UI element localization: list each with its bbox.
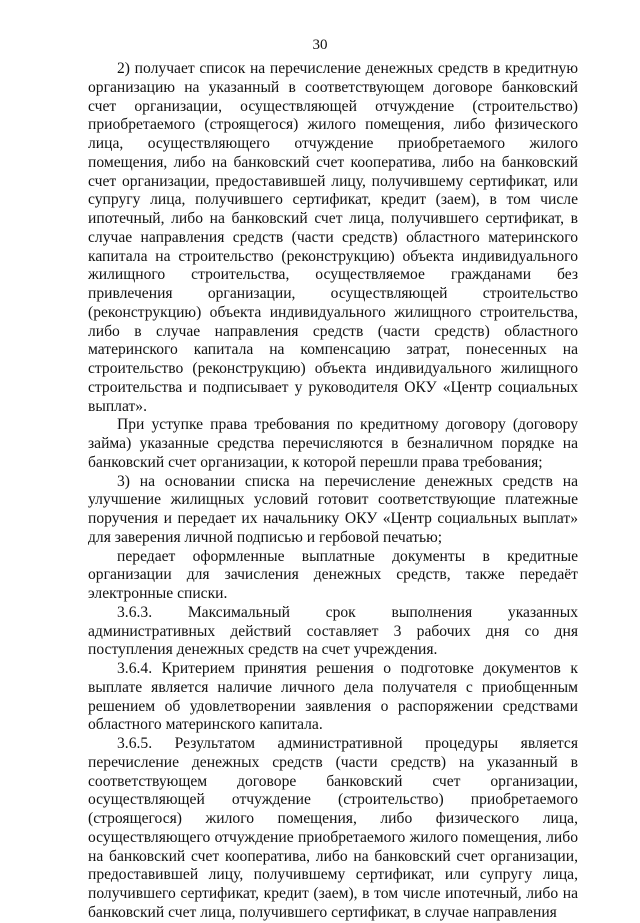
- document-body: [88, 60, 578, 923]
- paragraph-receive-list: 2) получает список на перечисление денежных средств в кредитную организацию на указанный в соответствующем договоре банковский счет организации, осуществляющей отчуждение (строительство) приобретаемого (строящегося) жилого помещения, либо физического лица, осуществляющего отчуждение приобретаемого жилого помещения, либо на банковский счет кооператива, либо на банковский счет организации, предоставившей лицу, получившему сертификат, или супругу лица, получившего сертификат, кредит (заем), в том числе ипотечный, либо на банковский счет лица, получившего сертификат, в случае направления средств (части средств) областного материнского капитала на строительство (реконструкцию) объекта индивидуального жилищного строительства, осуществляемое гражданами без привлечения организации, осуществляющей строительство (реконструкцию) объекта индивидуального жилищного строительства, либо в случае направления средств (части средств) областного материнского капитала на компенсацию затрат, понесенных на строительство (реконструкцию) объекта индивидуального жилищного строительства и подписывает у руководителя ОКУ «Центр социальных выплат».: [88, 60, 578, 415]
- paragraph-3-6-3: 3.6.3. Максимальный срок выполнения указанных административных действий составляет 3 рабочих дня со дня поступления денежных средств на счет учреждения.: [88, 603, 578, 659]
- paragraph-3-6-5: 3.6.5. Результатом административной процедуры является перечисление денежных средств (части средств) на указанный в соответствующем договоре банковский счет организации, осуществляющей отчуждение (строительство) приобретаемого (строящегося) жилого помещения, либо физического лица, осуществляющего отчуждение приобретаемого жилого помещения, либо на банковский счет кооператива, либо на банковский счет организации, предоставившей лицу, получившему сертификат, или супругу лица, получившего сертификат, кредит (заем), в том числе ипотечный, либо на банковский счет лица, получившего сертификат, в случае направления: [88, 735, 578, 921]
- paragraph-3-6-4: 3.6.4. Критерием принятия решения о подготовке документов к выплате является наличие личного дела получателя с приобщенным решением об удовлетворении заявления о распоряжении средствами областного материнского капитала.: [88, 660, 578, 734]
- paragraph-payment-orders: 3) на основании списка на перечисление денежных средств на улучшение жилищных условий готовит соответствующие платежные поручения и передает их начальнику ОКУ «Центр социальных выплат» для заверения личной подписью и гербовой печатью;: [88, 472, 578, 546]
- paragraph-transfer-documents: передает оформленные выплатные документы в кредитные организации для зачисления денежных средств, также передаёт электронные списки.: [88, 547, 578, 602]
- paragraph-assignment-of-rights: При уступке права требования по кредитному договору (договору займа) указанные средства перечисляются в безналичном порядке на банковский счет организации, к которой перешли права требования;: [88, 416, 578, 471]
- page-number: 30: [312, 37, 328, 53]
